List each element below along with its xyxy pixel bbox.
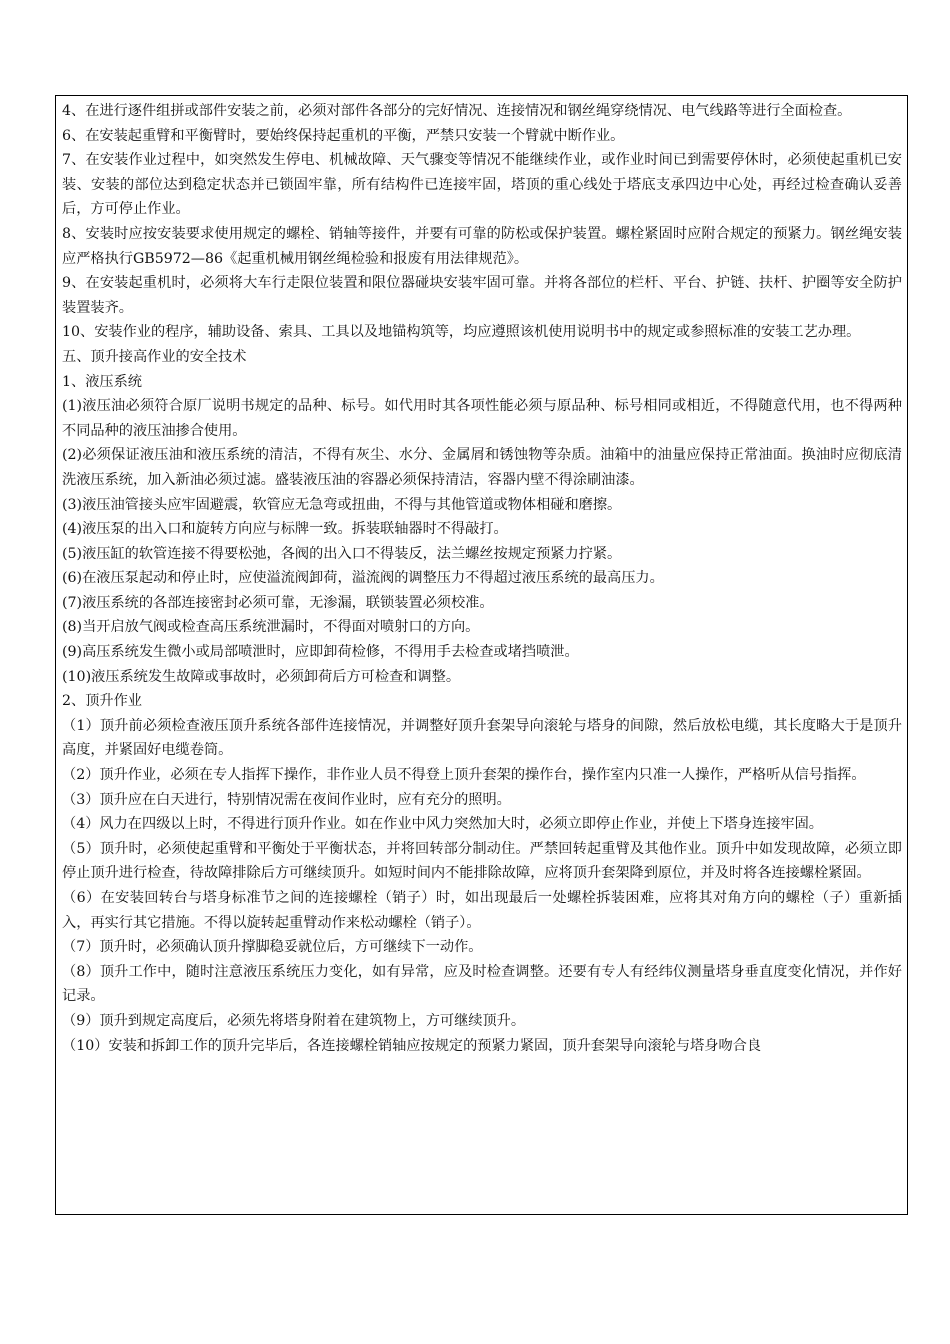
jacking-item-6: （6）在安装回转台与塔身标准节之间的连接螺栓（销子）时，如出现最后一处螺栓拆装困难，应将其对角方向的螺栓（子）重新插入，再实行其它措施。不得以旋转起重臂动作来松动螺栓（销子）。 xyxy=(62,890,902,931)
paragraph-item-6: 6、在安装起重臂和平衡臂时，要始终保持起重机的平衡，严禁只安装一个臂就中断作业。 xyxy=(62,127,625,144)
jacking-item-7: （7）顶升时，必须确认顶升撑脚稳妥就位后，方可继续下一动作。 xyxy=(62,939,483,956)
hydraulic-item-8: (8)当开启放气阀或检查高压系统泄漏时，不得面对喷射口的方向。 xyxy=(62,619,480,636)
paragraph-item-8: 8、安装时应按安装要求使用规定的螺栓、销轴等接件，并要有可靠的防松或保护装置。螺栓紧固时应附合规定的预紧力。钢丝绳安装应严格执行GB5972—86《起重机械用钢丝绳检验和报废有用法律规范》。 xyxy=(62,225,902,267)
jacking-item-9: （9）顶升到规定高度后，必须先将塔身附着在建筑物上，方可继续顶升。 xyxy=(62,1012,526,1029)
hydraulic-item-5: (5)液压缸的软管连接不得要松弛，各阀的出入口不得装反，法兰螺丝按规定预紧力拧紧。 xyxy=(62,545,622,562)
hydraulic-item-3: (3)液压油管接头应牢固避震，软管应无急弯或扭曲，不得与其他管道或物体相碰和磨擦。 xyxy=(62,496,622,513)
jacking-item-10: （10）安装和拆卸工作的顶升完毕后，各连接螺栓销轴应按规定的预紧力紧固，顶升套架导向滚轮与塔身吻合良 xyxy=(62,1037,762,1054)
hydraulic-item-4: (4)液压泵的出入口和旋转方向应与标牌一致。拆装联轴器时不得敲打。 xyxy=(62,521,508,538)
jacking-item-8: （8）顶升工作中，随时注意液压系统压力变化，如有异常，应及时检查调整。还要有专人有经纬仪测量塔身垂直度变化情况，并作好记录。 xyxy=(62,963,902,1005)
paragraph-item-4: 4、在进行逐件组拼或部件安装之前，必须对部件各部分的完好情况、连接情况和钢丝绳穿绕情况、电气线路等进行全面检查。 xyxy=(62,103,852,119)
hydraulic-item-7: (7)液压系统的各部连接密封必须可靠，无渗漏，联锁装置必须校准。 xyxy=(62,594,494,611)
jacking-item-1: （1）顶升前必须检查液压顶升系统各部件连接情况，并调整好顶升套架导向滚轮与塔身的间隙，然后放松电缆，其长度略大于是顶升高度，并紧固好电缆卷筒。 xyxy=(62,717,902,759)
hydraulic-item-9: (9)高压系统发生微小或局部喷泄时，应即卸荷检修，不得用手去检查或堵挡喷泄。 xyxy=(62,644,579,661)
hydraulic-item-2: (2)必须保证液压油和液压系统的清洁，不得有灰尘、水分、金属屑和锈蚀物等杂质。油箱中的油量应保持正常油面。换油时应彻底清洗液压系统，加入新油必须过滤。盛装液压油的容器必须保持清洁，容器内壁不得涂刷油漆。 xyxy=(62,447,902,488)
paragraph-item-10: 10、安装作业的程序，辅助设备、索具、工具以及地锚构筑等，均应遵照该机使用说明书中的规定或参照标准的安装工艺办理。 xyxy=(62,324,861,341)
subsection-heading-hydraulic: 1、液压系统 xyxy=(62,373,142,390)
hydraulic-item-10: (10)液压系统发生故障或事故时，必须卸荷后方可检查和调整。 xyxy=(62,668,461,685)
hydraulic-item-1: (1)液压油必须符合原厂说明书规定的品种、标号。如代用时其各项性能必须与原品种、标号相同或相近，不得随意代用，也不得两种不同品种的液压油掺合使用。 xyxy=(62,398,902,439)
paragraph-item-9: 9、在安装起重机时，必须将大车行走限位装置和限位器碰块安装牢固可靠。并将各部位的栏杆、平台、护链、扶杆、护圈等安全防护装置装齐。 xyxy=(62,275,902,316)
jacking-item-2: （2）顶升作业，必须在专人指挥下操作，非作业人员不得登上顶升套架的操作台，操作室内只准一人操作，严格听从信号指挥。 xyxy=(62,767,866,784)
section-heading-jacking: 五、顶升接高作业的安全技术 xyxy=(62,348,247,365)
jacking-item-4: （4）风力在四级以上时，不得进行顶升作业。如在作业中风力突然加大时，必须立即停止作业，并使上下塔身连接牢固。 xyxy=(62,816,823,833)
hydraulic-item-6: (6)在液压泵起动和停止时，应使溢流阀卸荷，溢流阀的调整压力不得超过液压系统的最高压力。 xyxy=(62,570,664,587)
document-table-cell xyxy=(55,95,908,1215)
jacking-item-3: （3）顶升应在白天进行，特别情况需在夜间作业时，应有充分的照明。 xyxy=(62,791,511,808)
subsection-heading-jacking-work: 2、顶升作业 xyxy=(62,693,142,710)
paragraph-item-7: 7、在安装作业过程中，如突然发生停电、机械故障、天气骤变等情况不能继续作业，或作业时间已到需要停休时，必须使起重机已安装、安装的部位达到稳定状态并已锁固牢靠，所有结构件已连接牢固，塔顶的重心线处于塔底支承四边中心处，再经过检查确认妥善后，方可停止作业。 xyxy=(62,152,902,218)
jacking-item-5: （5）顶升时，必须使起重臂和平衡处于平衡状态，并将回转部分制动住。严禁回转起重臂及其他作业。顶升中如发现故障，必须立即停止顶升进行检查，待故障排除后方可继续顶升。如短时间内不能排除故障，应将顶升套架降到原位，并及时将各连接螺栓紧固。 xyxy=(62,840,902,882)
